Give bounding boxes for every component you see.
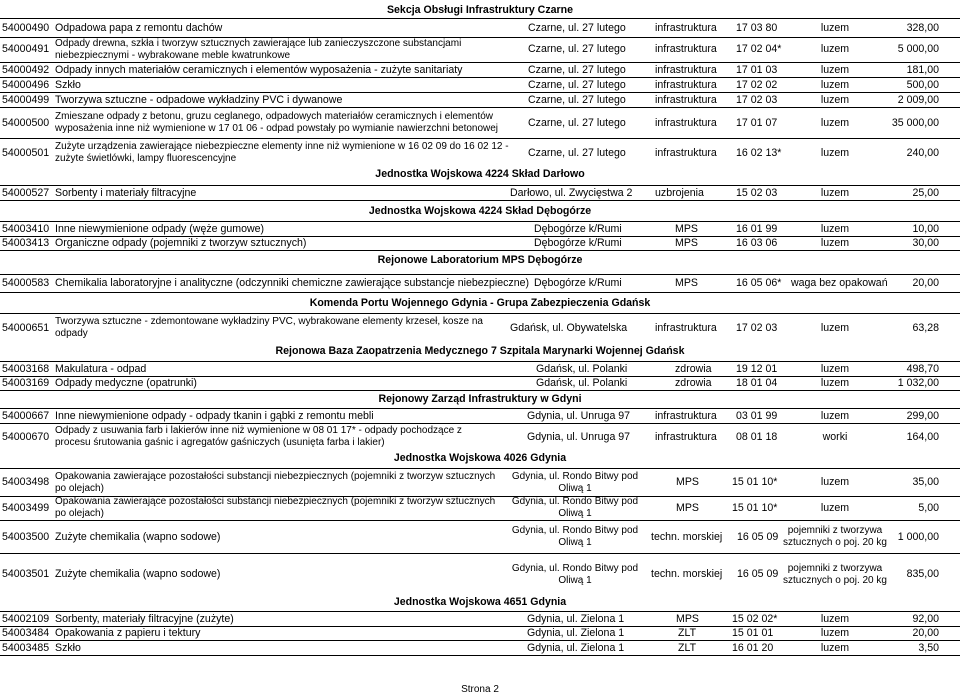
waste-code: 16 01 20 (732, 641, 774, 654)
waste-category: infrastruktura (655, 430, 717, 443)
waste-form: luzem (820, 236, 850, 249)
waste-location: Gdynia, ul. Zielona 1 (527, 612, 625, 625)
waste-code: 03 01 99 (736, 409, 778, 422)
waste-category: zdrowia (675, 362, 712, 375)
waste-code: 08 01 18 (736, 430, 778, 443)
table-row (0, 641, 960, 656)
waste-form: luzem (820, 362, 850, 375)
waste-description: Odpady medyczne (opatrunki) (55, 376, 197, 389)
waste-quantity: 35,00 (912, 476, 939, 489)
waste-quantity: 5,00 (918, 501, 939, 514)
waste-description: Opakowania z papieru i tektury (55, 626, 201, 639)
waste-code: 17 02 04* (736, 43, 782, 56)
section-heading: Jednostka Wojskowa 4026 Gdynia (393, 452, 567, 464)
waste-id: 54003498 (2, 476, 50, 489)
waste-form: luzem (820, 376, 850, 389)
waste-category: infrastruktura (655, 63, 717, 76)
waste-quantity: 3,50 (918, 641, 939, 654)
waste-id: 54000501 (2, 146, 50, 159)
waste-form: luzem (820, 476, 850, 489)
waste-description: Odpady drewna, szkła i tworzyw sztucznych zawierające lub zanieczyszczone substancjami niebezpiecznymi - wybrakowane meble kwatrunkowe (55, 37, 462, 61)
waste-code: 16 02 13* (736, 146, 782, 159)
table-row (0, 37, 960, 63)
waste-category: MPS (675, 222, 698, 235)
table-row (0, 18, 960, 38)
waste-id: 54000500 (2, 116, 50, 129)
waste-description: Zużyte urządzenia zawierające niebezpieczne elementy inne niż wymienione w 16 02 09 do 16 02 12 - zużyte świetlówki, lampy fluorescencyjne (55, 141, 509, 164)
waste-description: Tworzywa sztuczne - odpadowe wykładziny PVC i dywanowe (55, 93, 343, 106)
waste-form: luzem (820, 43, 850, 56)
waste-id: 54003484 (2, 626, 50, 639)
waste-category: techn. morskiej (651, 568, 723, 581)
waste-code: 17 02 03 (736, 93, 778, 106)
waste-form: luzem (820, 63, 850, 76)
waste-id: 54000527 (2, 186, 50, 199)
waste-quantity: 20,00 (912, 626, 939, 639)
table-row (0, 626, 960, 641)
waste-category: MPS (676, 501, 699, 514)
waste-form: luzem (820, 501, 850, 514)
table-row (0, 108, 960, 139)
waste-location: Gdańsk, ul. Obywatelska (510, 321, 628, 334)
waste-code: 17 03 80 (736, 21, 778, 34)
waste-description: Sorbenty i materiały filtracyjne (55, 186, 197, 199)
waste-form: luzem (820, 116, 850, 129)
waste-category: uzbrojenia (655, 186, 704, 199)
waste-code: 16 05 09 (737, 568, 779, 581)
table-row (0, 521, 960, 554)
waste-id: 54003500 (2, 530, 50, 543)
table-row (0, 185, 960, 201)
waste-quantity: 25,00 (912, 186, 939, 199)
waste-id: 54000670 (2, 430, 50, 443)
waste-code: 15 01 01 (732, 626, 774, 639)
waste-form: worki (822, 430, 848, 443)
section-heading: Jednostka Wojskowa 4224 Skład Dębogórze (368, 205, 592, 217)
waste-id: 54000491 (2, 43, 50, 56)
table-row (0, 93, 960, 108)
waste-code: 16 01 99 (736, 222, 778, 235)
waste-form: luzem (820, 409, 850, 422)
waste-category: zdrowia (675, 376, 712, 389)
waste-category: techn. morskiej (651, 530, 723, 543)
table-row (0, 468, 960, 497)
waste-id: 54000492 (2, 63, 50, 76)
waste-form: luzem (820, 626, 850, 639)
table-row (0, 408, 960, 424)
waste-category: infrastruktura (655, 146, 717, 159)
waste-id: 54002109 (2, 612, 50, 625)
waste-quantity: 181,00 (906, 63, 939, 76)
waste-id: 54000583 (2, 277, 50, 290)
waste-description: Inne niewymienione odpady - odpady tkanin i gąbki z remontu mebli (55, 409, 374, 422)
waste-form: luzem (820, 612, 850, 625)
waste-description: Zmieszane odpady z betonu, gruzu ceglanego, odpadowych materiałów ceramicznych i elementów wyposażenia inne niż wymienione w 17 01 06 - odpad powstały po wymianie nawierzchni betonowej (55, 111, 499, 134)
waste-location: Dębogórze k/Rumi (534, 277, 622, 290)
waste-category: infrastruktura (655, 21, 717, 34)
waste-code: 16 03 06 (736, 236, 778, 249)
waste-description: Odpady z usuwania farb i lakierów inne niż wymienione w 08 01 17* - odpady pochodzące z procesu śrutowania gaśnic i agregatów gaśniczych (usunięta farba i lakier) (55, 425, 462, 448)
table-row (0, 557, 960, 592)
waste-form: pojemniki z tworzywa sztucznych o poj. 20 kg (783, 562, 887, 586)
waste-category: infrastruktura (655, 43, 717, 56)
waste-form: luzem (820, 641, 850, 654)
waste-code: 15 02 02* (732, 612, 778, 625)
waste-description: Zużyte chemikalia (wapno sodowe) (55, 530, 221, 543)
waste-quantity: 5 000,00 (897, 43, 939, 56)
waste-location: Gdynia, ul. Rondo Bitwy pod Oliwą 1 (511, 470, 639, 494)
table-row (0, 221, 960, 237)
waste-form: luzem (820, 321, 850, 334)
waste-description: Szkło (55, 78, 81, 91)
waste-id: 54000651 (2, 321, 50, 334)
waste-quantity: 299,00 (906, 409, 939, 422)
waste-code: 17 02 02 (736, 78, 778, 91)
waste-form: luzem (820, 93, 850, 106)
waste-description: Chemikalia laboratoryjne i analityczne (odczynniki chemiczne zawierające substancje niebezpieczne) (55, 277, 530, 290)
waste-id: 54003501 (2, 568, 50, 581)
waste-description: Tworzywa sztuczne - zdemontowane wykładziny PVC, wybrakowane elementy krzeseł, kosze na odpady (55, 316, 483, 339)
table-row (0, 63, 960, 78)
waste-category: MPS (676, 612, 699, 625)
waste-description: Odpady innych materiałów ceramicznych i elementów wyposażenia - zużyte sanitariaty (55, 63, 463, 76)
waste-quantity: 92,00 (912, 612, 939, 625)
waste-code: 16 05 06* (736, 277, 782, 290)
waste-quantity: 164,00 (906, 430, 939, 443)
waste-id: 54000496 (2, 78, 50, 91)
waste-quantity: 328,00 (906, 21, 939, 34)
waste-location: Dębogórze k/Rumi (534, 222, 622, 235)
waste-category: infrastruktura (655, 321, 717, 334)
waste-location: Gdynia, ul. Zielona 1 (527, 626, 625, 639)
waste-code: 17 01 07 (736, 116, 778, 129)
section-heading: Sekcja Obsługi Infrastruktury Czarne (386, 4, 574, 16)
waste-location: Darłowo, ul. Zwycięstwa 2 (510, 186, 633, 199)
table-row (0, 139, 960, 167)
table-row (0, 423, 960, 451)
waste-form: luzem (820, 146, 850, 159)
table-row (0, 496, 960, 521)
section-heading: Jednostka Wojskowa 4224 Skład Darłowo (375, 168, 585, 180)
section-heading: Rejonowy Zarząd Infrastruktury w Gdyni (378, 393, 582, 405)
waste-quantity: 1 000,00 (897, 530, 939, 543)
table-row (0, 274, 960, 293)
waste-form: luzem (820, 222, 850, 235)
section-heading: Jednostka Wojskowa 4651 Gdynia (393, 596, 567, 608)
waste-location: Gdynia, ul. Zielona 1 (527, 641, 625, 654)
waste-category: infrastruktura (655, 409, 717, 422)
waste-quantity: 10,00 (912, 222, 939, 235)
waste-quantity: 35 000,00 (891, 116, 939, 129)
waste-quantity: 498,70 (906, 362, 939, 375)
waste-category: ZLT (678, 641, 697, 654)
waste-location: Czarne, ul. 27 lutego (528, 146, 626, 159)
waste-quantity: 2 009,00 (897, 93, 939, 106)
waste-id: 54000499 (2, 93, 50, 106)
waste-location: Czarne, ul. 27 lutego (528, 21, 626, 34)
waste-category: MPS (676, 476, 699, 489)
waste-quantity: 30,00 (912, 236, 939, 249)
waste-description: Opakowania zawierające pozostałości substancji niebezpiecznych (pojemniki z tworzyw sztucznych po olejach) (55, 496, 496, 519)
waste-quantity: 835,00 (906, 568, 939, 581)
waste-location: Dębogórze k/Rumi (534, 236, 622, 249)
waste-id: 54003485 (2, 641, 50, 654)
waste-id: 54003413 (2, 236, 50, 249)
waste-quantity: 500,00 (906, 78, 939, 91)
waste-description: Makulatura - odpad (55, 362, 147, 375)
waste-description: Inne niewymienione odpady (węże gumowe) (55, 222, 265, 235)
waste-code: 17 02 03 (736, 321, 778, 334)
page-number: Strona 2 (461, 684, 499, 695)
waste-description: Szkło (55, 641, 81, 654)
waste-form: pojemniki z tworzywa sztucznych o poj. 20 kg (783, 525, 887, 548)
waste-id: 54003169 (2, 376, 50, 389)
table-row (0, 611, 960, 627)
waste-location: Gdańsk, ul. Polanki (536, 376, 628, 389)
waste-category: MPS (675, 277, 698, 290)
waste-id: 54000667 (2, 409, 50, 422)
waste-quantity: 20,00 (912, 277, 939, 290)
waste-location: Czarne, ul. 27 lutego (528, 78, 626, 91)
table-row (0, 78, 960, 93)
waste-location: Czarne, ul. 27 lutego (528, 93, 626, 106)
waste-description: Opakowania zawierające pozostałości substancji niebezpiecznych (pojemniki z tworzyw sztucznych po olejach) (55, 470, 496, 494)
waste-form: luzem (820, 78, 850, 91)
waste-code: 19 12 01 (736, 362, 778, 375)
waste-category: infrastruktura (655, 116, 717, 129)
waste-location: Czarne, ul. 27 lutego (528, 63, 626, 76)
waste-id: 54000490 (2, 21, 50, 34)
waste-id: 54003499 (2, 501, 50, 514)
waste-form: luzem (820, 186, 850, 199)
waste-description: Zużyte chemikalia (wapno sodowe) (55, 568, 221, 581)
waste-code: 17 01 03 (736, 63, 778, 76)
waste-location: Gdynia, ul. Rondo Bitwy pod Oliwą 1 (511, 562, 639, 586)
waste-quantity: 63,28 (912, 321, 939, 334)
waste-id: 54003410 (2, 222, 50, 235)
waste-location: Gdynia, ul. Unruga 97 (527, 409, 631, 422)
waste-code: 15 01 10* (732, 476, 778, 489)
table-row (0, 376, 960, 391)
waste-category: infrastruktura (655, 78, 717, 91)
table-row (0, 313, 960, 342)
waste-description: Organiczne odpady (pojemniki z tworzyw sztucznych) (55, 236, 307, 249)
waste-description: Sorbenty, materiały filtracyjne (zużyte) (55, 612, 234, 625)
waste-category: ZLT (678, 626, 697, 639)
table-row (0, 361, 960, 377)
waste-location: Gdynia, ul. Unruga 97 (527, 430, 631, 443)
waste-location: Czarne, ul. 27 lutego (528, 43, 626, 56)
table-row (0, 236, 960, 251)
section-heading: Rejonowe Laboratorium MPS Dębogórze (377, 254, 583, 266)
waste-code: 15 02 03 (736, 186, 778, 199)
waste-category: MPS (675, 236, 698, 249)
section-heading: Komenda Portu Wojennego Gdynia - Grupa Zabezpieczenia Gdańsk (309, 297, 651, 309)
waste-location: Czarne, ul. 27 lutego (528, 116, 626, 129)
waste-quantity: 1 032,00 (897, 376, 939, 389)
waste-location: Gdynia, ul. Rondo Bitwy pod Oliwą 1 (511, 496, 639, 519)
waste-code: 15 01 10* (732, 501, 778, 514)
waste-location: Gdańsk, ul. Polanki (536, 362, 628, 375)
section-heading: Rejonowa Baza Zaopatrzenia Medycznego 7 Szpitala Marynarki Wojennej Gdańsk (275, 345, 685, 357)
waste-id: 54003168 (2, 362, 50, 375)
waste-category: infrastruktura (655, 93, 717, 106)
waste-location: Gdynia, ul. Rondo Bitwy pod Oliwą 1 (511, 525, 639, 548)
waste-form: waga bez opakowań (791, 277, 888, 290)
waste-form: luzem (820, 21, 850, 34)
waste-code: 18 01 04 (736, 376, 778, 389)
waste-description: Odpadowa papa z remontu dachów (55, 21, 223, 34)
waste-code: 16 05 09 (737, 530, 779, 543)
waste-quantity: 240,00 (906, 146, 939, 159)
